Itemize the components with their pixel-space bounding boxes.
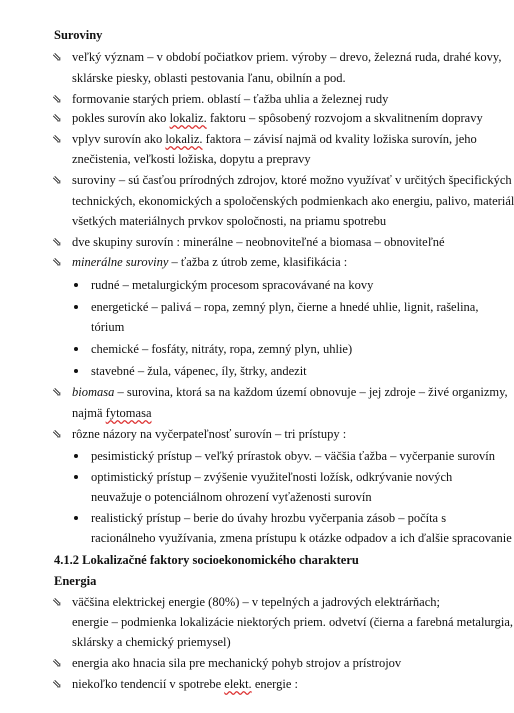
section-heading: 4.1.2 Lokalizačné faktory socioekonomického charakteru [54, 553, 359, 567]
sub-list-item: stavebné – žula, vápenec, íly, štrky, andezit [91, 364, 307, 378]
arrow-bullet-icon: ⇘ [52, 677, 63, 691]
misspelled-word: lokaliz. [169, 111, 207, 125]
list-item: dve skupiny surovín : minerálne – neobnoviteľné a biomasa – obnoviteľné [72, 235, 445, 249]
bullet-dot-icon [74, 305, 78, 309]
bullet-dot-icon [74, 454, 78, 458]
arrow-bullet-icon: ⇘ [52, 50, 63, 64]
sub-list-item: optimistický prístup – zvýšenie využiteľnosti ložísk, odkrývanie nových [91, 470, 453, 484]
bullet-dot-icon [74, 516, 78, 520]
list-item-continued: znečistenia, veľkosti ložiska, dopytu a prepravy [72, 152, 311, 166]
bullet-dot-icon [74, 369, 78, 373]
list-item: niekoľko tendencií v spotrebe elekt. energie : [72, 677, 298, 691]
list-item: suroviny – sú časťou prírodných zdrojov, ktoré možno využívať v určitých špecifických [72, 173, 512, 187]
list-item: pokles surovín ako lokaliz. faktoru – spôsobený rozvojom a skvalitnením dopravy [72, 111, 483, 125]
arrow-bullet-icon: ⇘ [52, 595, 63, 609]
sub-list-item: chemické – fosfáty, nitráty, ropa, zemný plyn, uhlie) [91, 342, 353, 356]
sub-list-item: rudné – metalurgickým procesom spracovávané na kovy [91, 278, 374, 292]
heading-suroviny: Suroviny [54, 28, 103, 42]
arrow-bullet-icon: ⇘ [52, 385, 63, 399]
sub-list-item: energetické – palivá – ropa, zemný plyn, čierne a hnedé uhlie, lignit, rašelina, [91, 300, 479, 314]
sub-list-item-continued: neuvažuje o potenciálnom ohrození vyťaženosti surovín [91, 490, 372, 504]
list-item: biomasa – surovina, ktorá sa na každom území obnovuje – jej zdroje – živé organizmy, [72, 385, 508, 399]
arrow-bullet-icon: ⇘ [52, 92, 63, 106]
list-item: minerálne suroviny – ťažba z útrob zeme, klasifikácia : [72, 255, 348, 269]
bullet-dot-icon [74, 347, 78, 351]
list-item-continued: technických, ekonomických a spoločenských podmienkach ako energiu, palivo, materiál [72, 194, 514, 208]
arrow-bullet-icon: ⇘ [52, 427, 63, 441]
arrow-bullet-icon: ⇘ [52, 111, 63, 125]
sub-list-item-continued: racionálneho využívania, zmena prístupu k otázke odpadov a ich ďalšie spracovanie [91, 531, 512, 545]
bullet-dot-icon [74, 475, 78, 479]
arrow-bullet-icon: ⇘ [52, 235, 63, 249]
list-item-continued: sklársky a chemický priemysel) [72, 635, 231, 649]
list-item-continued: sklárske piesky, oblasti pestovania ľanu, obilnín a pod. [72, 71, 346, 85]
misspelled-word: fytomasa [105, 406, 152, 420]
sub-list-item: pesimistický prístup – veľký prírastok obyv. – väčšia ťažba – vyčerpanie surovín [91, 449, 495, 463]
bullet-dot-icon [74, 283, 78, 287]
misspelled-word: elekt. [224, 677, 252, 691]
arrow-bullet-icon: ⇘ [52, 255, 63, 269]
sub-list-item: realistický prístup – berie do úvahy hrozbu vyčerpania zásob – počíta s [91, 511, 447, 525]
arrow-bullet-icon: ⇘ [52, 173, 63, 187]
list-item: vplyv surovín ako lokaliz. faktora – závisí najmä od kvality ložiska surovín, jeho [72, 132, 477, 146]
list-item-continued: všetkých materiálnych prvkov spoločnosti, na priamu spotrebu [72, 214, 387, 228]
arrow-bullet-icon: ⇘ [52, 132, 63, 146]
list-item-continued: najmä fytomasa [72, 406, 152, 420]
list-item-continued: energie – podmienka lokalizácie niektorých priem. odvetví (čierna a farebná metalurgia, [72, 615, 514, 629]
heading-energia: Energia [54, 574, 97, 588]
sub-list-item-continued: tórium [91, 320, 125, 334]
misspelled-word: lokaliz. [165, 132, 203, 146]
list-item: veľký význam – v období počiatkov priem. výroby – drevo, železná ruda, drahé kovy, [72, 50, 502, 64]
list-item: väčšina elektrickej energie (80%) – v tepelných a jadrových elektrárňach; [72, 595, 440, 609]
list-item: formovanie starých priem. oblastí – ťažba uhlia a železnej rudy [72, 92, 389, 106]
list-item: energia ako hnacia sila pre mechanický pohyb strojov a prístrojov [72, 656, 402, 670]
arrow-bullet-icon: ⇘ [52, 656, 63, 670]
list-item: rôzne názory na vyčerpateľnosť surovín – tri prístupy : [72, 427, 347, 441]
